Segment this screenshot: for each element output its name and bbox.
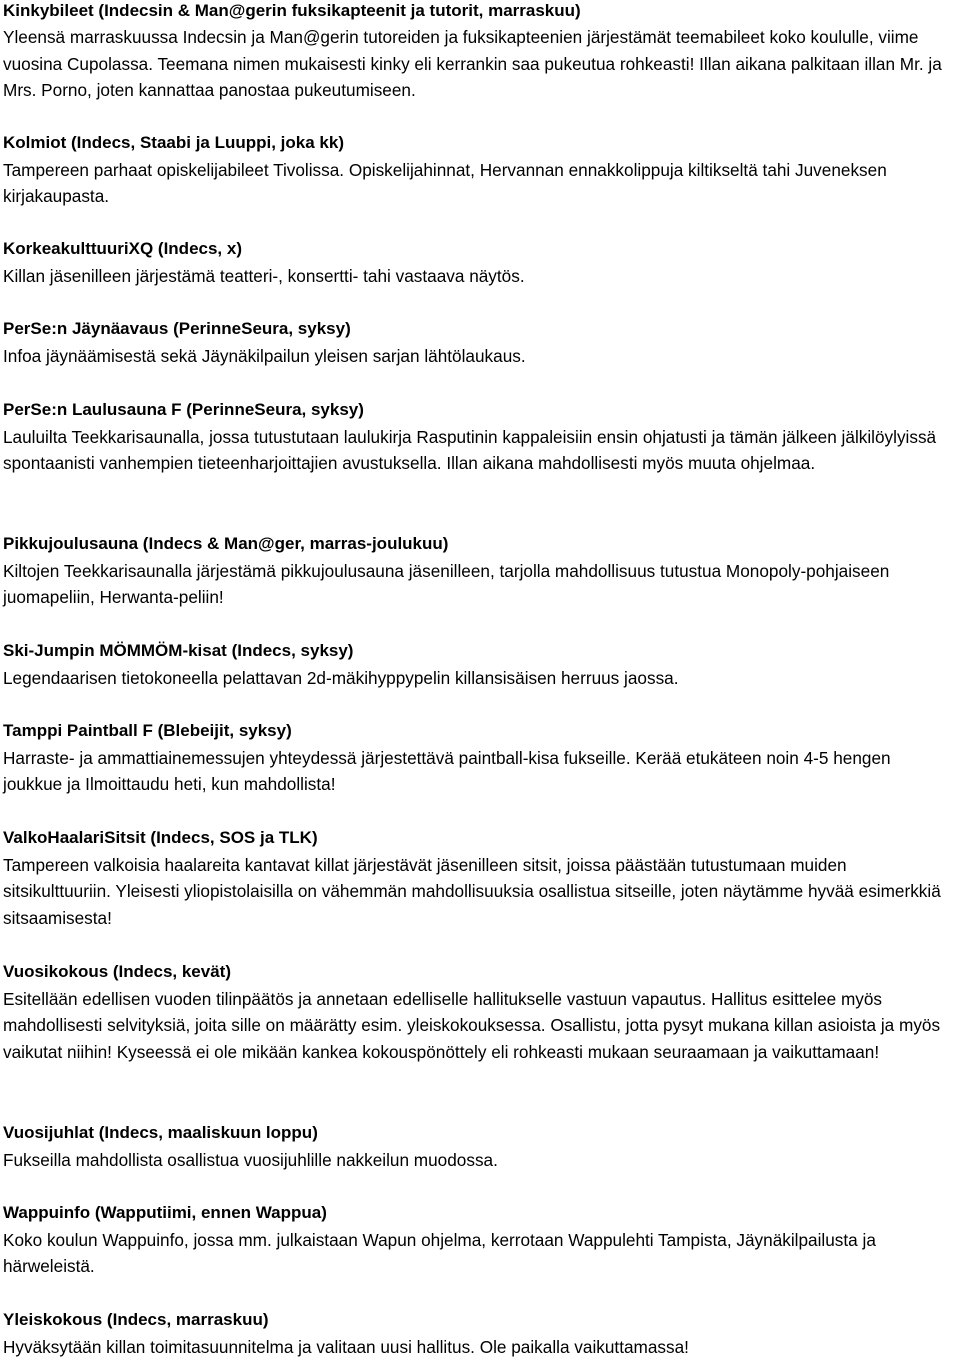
section-heading: Yleiskokous (Indecs, marraskuu) bbox=[3, 1310, 269, 1329]
section-body: Lauluilta Teekkarisaunalla, jossa tutustutaan laulukirja Rasputinin kappaleisiin ensin ohjatusti ja tämän jälkeen jälkilöylyissä spontaanisti vanhempien tieteenharjoittajien avustuksella. Illan aikana mahdollisesti myös muuta ohjelmaa. bbox=[3, 426, 937, 474]
section-heading: Vuosikokous (Indecs, kevät) bbox=[3, 962, 231, 981]
section-body: Yleensä marraskuussa Indecsin ja Man@gerin tutoreiden ja fuksikapteenien järjestämät teemabileet koko koululle, viime vuosina Cupolassa. Teemana nimen mukaisesti kinky eli kerrankin saa pukeutua rohkeasti! Illan aikana palkitaan illan Mr. ja Mrs. Porno, joten kannattaa panostaa pukeutumiseen. bbox=[3, 27, 942, 101]
section-body: Esitellään edellisen vuoden tilinpäätös ja annetaan edelliselle hallitukselle vastuun vapautus. Hallitus esittelee myös mahdollisesti selvityksiä, joita sille on määrätty esim. yleiskokouksessa. Osallistu, jotta pysyt mukana killan asioista ja myös vaikutat niihin! Kyseessä ei ole mikään kankea kokouspönöttely eli rohkeasti mukaan seuraamaan ja vaikuttamaan! bbox=[3, 988, 941, 1062]
section-kinkybileet bbox=[3, 0, 954, 104]
section-heading: Ski-Jumpin MÖMMÖM-kisat (Indecs, syksy) bbox=[3, 641, 354, 660]
section-heading: PerSe:n Jäynäavaus (PerinneSeura, syksy) bbox=[3, 319, 351, 338]
section-pikkujoulusauna bbox=[3, 531, 954, 611]
section-heading: Wappuinfo (Wapputiimi, ennen Wappua) bbox=[3, 1203, 327, 1222]
section-vuosijuhlat bbox=[3, 1120, 954, 1173]
section-korkeakulttuurixq bbox=[3, 236, 954, 289]
section-body: Harraste- ja ammattiainemessujen yhteydessä järjestettävä paintball-kisa fukseille. Kerää etukäteen noin 4-5 hengen joukkue ja Ilmoittaudu heti, kun mahdollista! bbox=[3, 747, 891, 795]
section-valkohaalarisitsit bbox=[3, 825, 954, 931]
section-perse-laulusauna bbox=[3, 397, 954, 477]
section-body: Tampereen valkoisia haalareita kantavat killat järjestävät jäsenilleen sitsit, joissa päästään tutustumaan muiden sitsikulttuuriin. Yleisesti yliopistolaisilla on vähemmän mahdollisuuksia osallistua sitseille, joten näytämme hyvää esimerkkiä sitsaamisesta! bbox=[3, 854, 941, 928]
section-heading: Kinkybileet (Indecsin & Man@gerin fuksikapteenit ja tutorit, marraskuu) bbox=[3, 1, 581, 20]
section-body: Killan jäsenilleen järjestämä teatteri-, konsertti- tahi vastaava näytös. bbox=[3, 265, 525, 286]
section-yleiskokous bbox=[3, 1307, 954, 1360]
section-tamppi-paintball bbox=[3, 718, 954, 798]
section-heading: Vuosijuhlat (Indecs, maaliskuun loppu) bbox=[3, 1123, 318, 1142]
section-heading: ValkoHaalariSitsit (Indecs, SOS ja TLK) bbox=[3, 828, 318, 847]
section-ski-jumpin bbox=[3, 638, 954, 691]
section-body: Koko koulun Wappuinfo, jossa mm. julkaistaan Wapun ohjelma, kerrotaan Wappulehti Tampista, Jäynäkilpailusta ja härweleistä. bbox=[3, 1229, 876, 1277]
section-perse-jaynaavaus bbox=[3, 316, 954, 369]
section-heading: Pikkujoulusauna (Indecs & Man@ger, marras-joulukuu) bbox=[3, 534, 449, 553]
section-heading: Tamppi Paintball F (Blebeijit, syksy) bbox=[3, 721, 292, 740]
section-body: Infoa jäynäämisestä sekä Jäynäkilpailun yleisen sarjan lähtölaukaus. bbox=[3, 345, 526, 366]
section-kolmiot bbox=[3, 130, 954, 210]
section-body: Hyväksytään killan toimitasuunnitelma ja valitaan uusi hallitus. Ole paikalla vaikuttamassa! bbox=[3, 1336, 689, 1357]
section-body: Fukseilla mahdollista osallistua vuosijuhlille nakkeilun muodossa. bbox=[3, 1149, 498, 1170]
section-heading: KorkeakulttuuriXQ (Indecs, x) bbox=[3, 239, 242, 258]
section-body: Kiltojen Teekkarisaunalla järjestämä pikkujoulusauna jäsenilleen, tarjolla mahdollisuus tutustua Monopoly-pohjaiseen juomapeliin, Herwanta-peliin! bbox=[3, 560, 890, 608]
section-heading: PerSe:n Laulusauna F (PerinneSeura, syksy) bbox=[3, 400, 364, 419]
section-body: Tampereen parhaat opiskelijabileet Tivolissa. Opiskelijahinnat, Hervannan ennakkolippuja kiltikseltä tahi Juveneksen kirjakaupasta. bbox=[3, 159, 887, 207]
section-heading: Kolmiot (Indecs, Staabi ja Luuppi, joka kk) bbox=[3, 133, 344, 152]
section-wappuinfo bbox=[3, 1200, 954, 1280]
section-vuosikokous bbox=[3, 959, 954, 1065]
section-body: Legendaarisen tietokoneella pelattavan 2d-mäkihyppypelin killansisäisen herruus jaossa. bbox=[3, 667, 679, 688]
